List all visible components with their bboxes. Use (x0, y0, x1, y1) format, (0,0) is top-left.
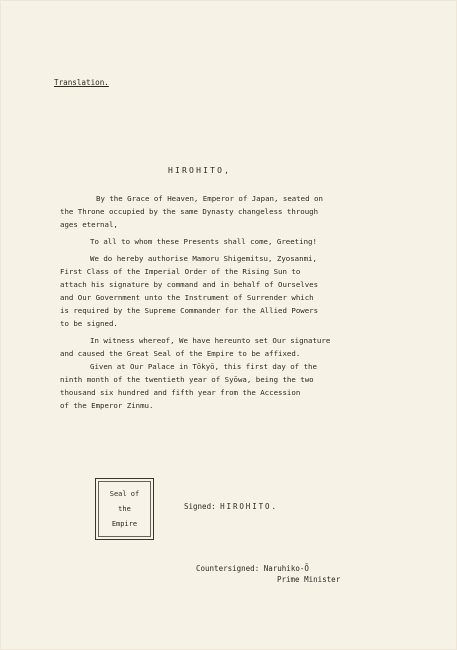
body-line: the Throne occupied by the same Dynasty changeless through (60, 207, 319, 216)
countersigned-title: Prime Minister (277, 575, 341, 584)
body-line: thousand six hundred and fifth year from the Accession (60, 388, 301, 397)
signature-line (184, 500, 278, 513)
seal-line-2: the (118, 505, 131, 513)
countersigned-name: Naruhiko-Ō (263, 564, 309, 573)
body-line: Given at Our Palace in Tōkyō, this first day of the (90, 362, 317, 371)
signed-label: Signed: (184, 502, 216, 511)
seal-box (95, 478, 154, 540)
body-line: attach his signature by command and in behalf of Ourselves (60, 280, 319, 289)
body-line: By the Grace of Heaven, Emperor of Japan, seated on (96, 194, 323, 203)
body-line: and caused the Great Seal of the Empire to be affixed. (60, 349, 301, 358)
body-line: ages eternal, (60, 220, 118, 229)
body-line: is required by the Supreme Commander for the Allied Powers (60, 306, 319, 315)
body-line: to be signed. (60, 319, 118, 328)
body-line: We do hereby authorise Mamoru Shigemitsu, Zyosanmi, (90, 254, 317, 263)
translation-label: Translation. (54, 78, 109, 87)
signed-name: HIROHITO. (220, 502, 278, 511)
seal-line-3: Empire (111, 520, 138, 528)
body-line: In witness whereof, We have hereunto set Our signature (90, 336, 331, 345)
seal-line-1: Seal of (109, 490, 140, 498)
document-body (60, 192, 424, 412)
body-line: To all to whom these Presents shall come, Greeting! (90, 237, 317, 246)
body-line: of the Emperor Zinmu. (60, 401, 154, 410)
body-line: First Class of the Imperial Order of the Rising Sun to (60, 267, 301, 276)
countersigned-label: Countersigned: (196, 564, 260, 573)
body-line: and Our Government unto the Instrument of Surrender which (60, 293, 314, 302)
body-line: ninth month of the twentieth year of Syōwa, being the two (60, 375, 314, 384)
document-title: HIROHITO, (168, 166, 232, 175)
